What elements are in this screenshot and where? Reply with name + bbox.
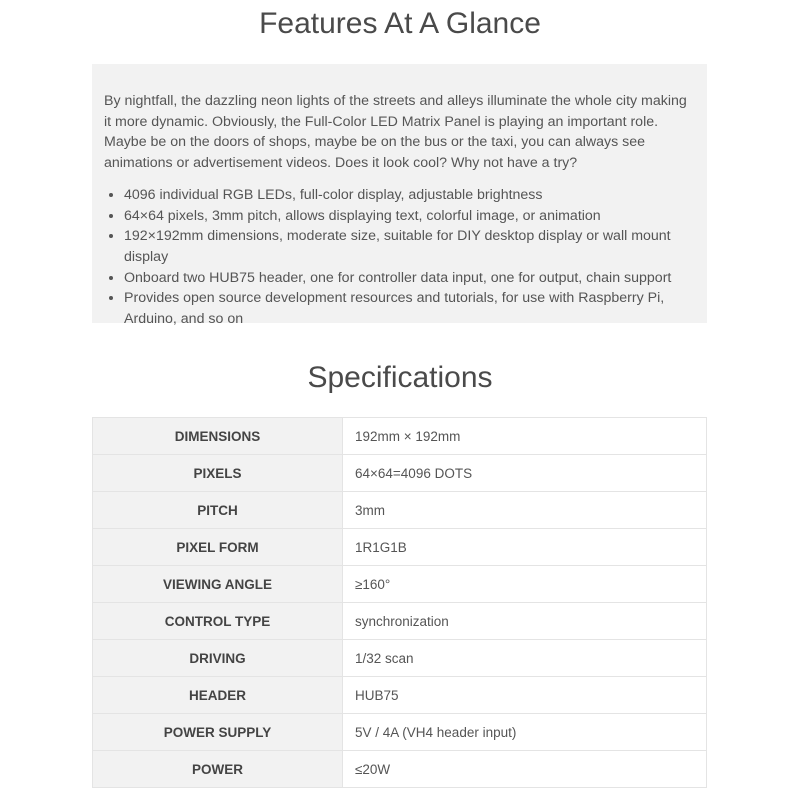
table-row xyxy=(93,492,707,529)
specifications-table xyxy=(92,417,707,788)
spec-value: 1/32 scan xyxy=(343,640,707,677)
spec-key: PIXELS xyxy=(93,455,343,492)
table-row xyxy=(93,566,707,603)
spec-value: ≤20W xyxy=(343,751,707,788)
spec-value: ≥160° xyxy=(343,566,707,603)
features-list xyxy=(104,185,687,330)
spec-key: DIMENSIONS xyxy=(93,418,343,455)
spec-value: HUB75 xyxy=(343,677,707,714)
table-row xyxy=(93,418,707,455)
specifications-title: Specifications xyxy=(307,361,493,394)
spec-value: synchronization xyxy=(343,603,707,640)
table-row xyxy=(93,455,707,492)
feature-item: • Provides open source development resources and tutorials, for use with Raspberry Pi, Arduino, and so on xyxy=(124,288,687,329)
table-row xyxy=(93,640,707,677)
features-box xyxy=(92,64,707,328)
spec-key: PIXEL FORM xyxy=(93,529,343,566)
spec-key: VIEWING ANGLE xyxy=(93,566,343,603)
spec-key: POWER xyxy=(93,751,343,788)
feature-item: • 64×64 pixels, 3mm pitch, allows displaying text, colorful image, or animation xyxy=(124,206,687,227)
feature-item: • 192×192mm dimensions, moderate size, suitable for DIY desktop display or wall mount display xyxy=(124,226,687,267)
spec-key: DRIVING xyxy=(93,640,343,677)
feature-item: • Onboard two HUB75 header, one for controller data input, one for output, chain support xyxy=(124,268,687,289)
spec-key: HEADER xyxy=(93,677,343,714)
feature-item: • 4096 individual RGB LEDs, full-color display, adjustable brightness xyxy=(124,185,687,206)
spec-value: 192mm × 192mm xyxy=(343,418,707,455)
table-row xyxy=(93,529,707,566)
features-intro: By nightfall, the dazzling neon lights of the streets and alleys illuminate the whole city making it more dynamic. Obviously, the Full-Color LED Matrix Panel is playing an important role. Maybe be on the doors of shops, maybe be on the bus or the taxi, you can always see animations or advertisement videos. Does it look cool? Why not have a try? xyxy=(104,93,687,172)
spec-key: CONTROL TYPE xyxy=(93,603,343,640)
spec-key: POWER SUPPLY xyxy=(93,714,343,751)
spec-value: 64×64=4096 DOTS xyxy=(343,455,707,492)
table-row xyxy=(93,603,707,640)
table-row xyxy=(93,714,707,751)
spec-key: PITCH xyxy=(93,492,343,529)
table-row xyxy=(93,677,707,714)
spec-value: 5V / 4A (VH4 header input) xyxy=(343,714,707,751)
spec-value: 1R1G1B xyxy=(343,529,707,566)
spec-value: 3mm xyxy=(343,492,707,529)
table-row xyxy=(93,751,707,788)
features-title: Features At A Glance xyxy=(259,7,541,40)
